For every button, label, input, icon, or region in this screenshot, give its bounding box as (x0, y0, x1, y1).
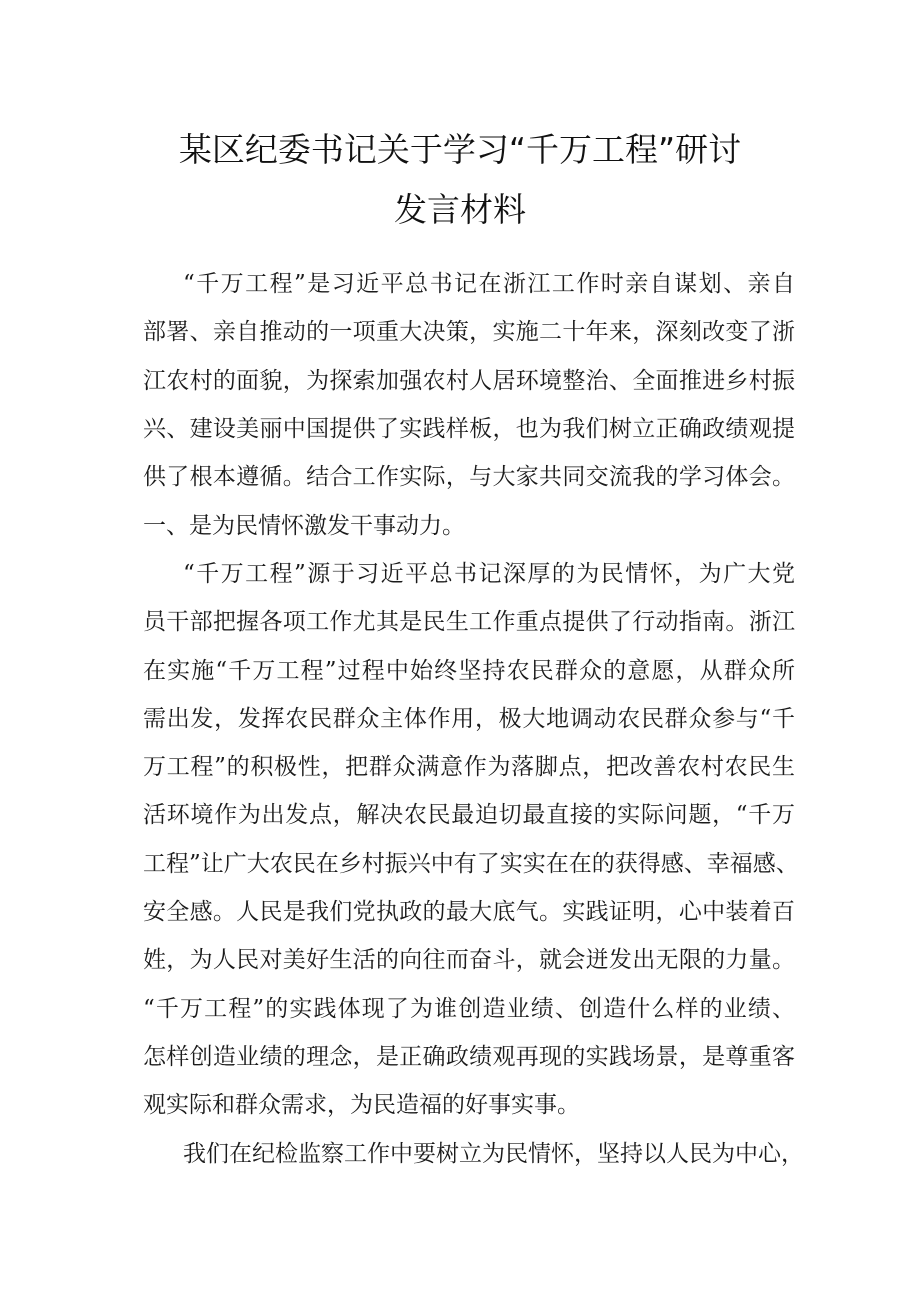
paragraph-1-line-2: 部署、亲自推动的一项重大决策，实施二十年来，深刻改变了浙 (143, 319, 795, 345)
document-title-line-2: 发言材料 (394, 190, 526, 229)
paragraph-2-line-9: 姓，为人民对美好生活的向往而奋斗，就会迸发出无限的力量。 (143, 947, 795, 973)
document-title-line-1: 某区纪委书记关于学习“千万工程”研讨 (178, 130, 742, 169)
paragraph-3-line-1: 我们在纪检监察工作中要树立为民情怀，坚持以人民为中心， (183, 1141, 804, 1167)
paragraph-1-line-1: “千万工程”是习近平总书记在浙江工作时亲自谋划、亲自 (183, 271, 795, 297)
paragraph-1-line-5: 供了根本遵循。结合工作实际，与大家共同交流我的学习体会。 (143, 464, 795, 490)
paragraph-2-line-2: 员干部把握各项工作尤其是民生工作重点提供了行动指南。浙江 (143, 609, 795, 635)
paragraph-2-line-10: “千万工程”的实践体现了为谁创造业绩、创造什么样的业绩、 (143, 996, 795, 1022)
paragraph-2-line-3: 在实施“千万工程”过程中始终坚持农民群众的意愿，从群众所 (143, 658, 795, 684)
paragraph-2-line-8: 安全感。人民是我们党执政的最大底气。实践证明，心中装着百 (143, 899, 795, 925)
paragraph-2-line-1: “千万工程”源于习近平总书记深厚的为民情怀，为广大党 (183, 561, 795, 587)
paragraph-2-line-4: 需出发，发挥农民群众主体作用，极大地调动农民群众参与“千 (143, 706, 795, 732)
paragraph-1-line-4: 兴、建设美丽中国提供了实践样板，也为我们树立正确政绩观提 (143, 416, 795, 442)
paragraph-2-line-12: 观实际和群众需求，为民造福的好事实事。 (143, 1092, 580, 1118)
paragraph-2-line-6: 活环境作为出发点，解决农民最迫切最直接的实际问题，“千万 (143, 802, 795, 828)
paragraph-2-line-5: 万工程”的积极性，把群众满意作为落脚点，把改善农村农民生 (143, 754, 795, 780)
paragraph-2-line-11: 怎样创造业绩的理念，是正确政绩观再现的实践场景，是尊重客 (143, 1044, 795, 1070)
paragraph-2-line-7: 工程”让广大农民在乡村振兴中有了实实在在的获得感、幸福感、 (143, 851, 799, 877)
paragraph-1-line-3: 江农村的面貌，为探索加强农村人居环境整治、全面推进乡村振 (143, 368, 795, 394)
section-heading-1: 一、是为民情怀激发干事动力。 (143, 513, 465, 539)
